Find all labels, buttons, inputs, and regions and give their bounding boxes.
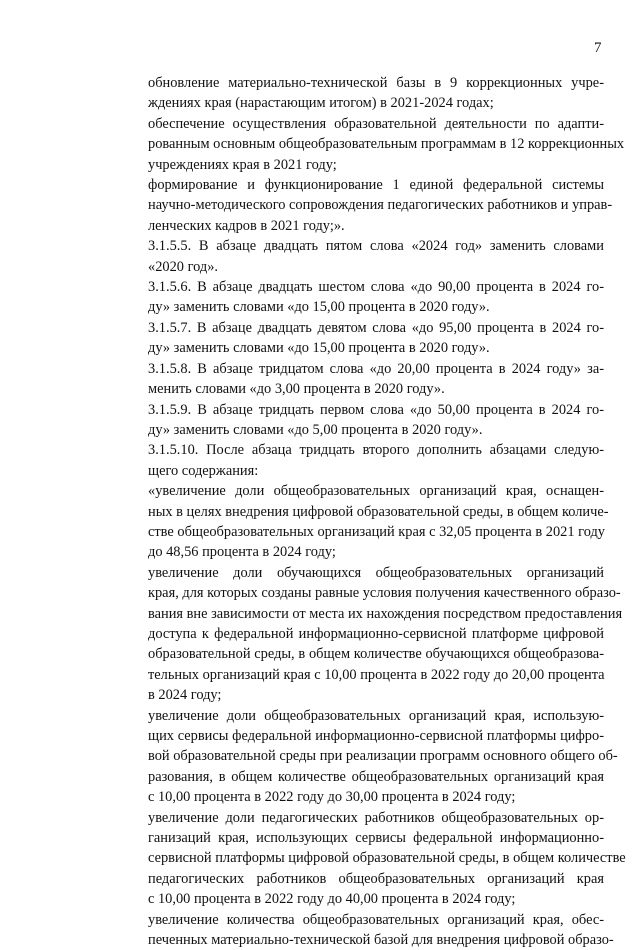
text-line: до 48,56 процента в 2024 году; — [148, 544, 336, 561]
paragraph-9 — [116, 440, 604, 481]
paragraph-14 — [116, 910, 614, 950]
paragraph-3 — [116, 175, 613, 236]
text-line: вой образовательной среды при реализации программ основного общего об- — [148, 748, 618, 765]
text-line: 3.1.5.6. В абзаце двадцать шестом слова «до 90,00 процента в 2024 го- — [148, 279, 604, 296]
text-line: 3.1.5.5. В абзаце двадцать пятом слова «2024 год» заменить словами — [148, 238, 604, 255]
paragraph-12 — [116, 706, 618, 808]
text-line: ду» заменить словами «до 5,00 процента в 2020 году». — [148, 421, 483, 438]
text-line: щего содержания: — [148, 462, 259, 479]
text-line: увеличение доли общеобразовательных организаций края, использую- — [148, 707, 604, 724]
text-line: в 2024 году; — [148, 687, 222, 704]
text-line: доступа к федеральной информационно-сервисной платформе цифровой — [148, 625, 604, 642]
text-line: с 10,00 процента в 2022 году до 40,00 процента в 2024 году; — [148, 891, 516, 908]
text-line: учреждениях края в 2021 году; — [148, 156, 337, 173]
text-line: ду» заменить словами «до 15,00 процента в 2020 году». — [148, 340, 490, 357]
text-line: «увеличение доли общеобразовательных организаций края, оснащен- — [148, 483, 604, 500]
paragraph-8 — [116, 400, 604, 441]
paragraph-7 — [116, 359, 604, 400]
text-line: печенных материально-технической базой для внедрения цифровой образо- — [148, 932, 614, 949]
text-line: вания вне зависимости от места их нахождения посредством предоставления — [148, 605, 623, 622]
text-line: ду» заменить словами «до 15,00 процента в 2020 году». — [148, 299, 490, 316]
text-line: увеличение количества общеобразовательных организаций края, обес- — [148, 911, 604, 928]
text-line: обеспечение осуществления образовательной деятельности по адапти- — [148, 115, 604, 132]
text-line: обновление материально-технической базы в 9 коррекционных учре- — [148, 75, 604, 91]
text-line: менить словами «до 3,00 процента в 2020 году». — [148, 381, 445, 398]
text-line: 3.1.5.10. После абзаца тридцать второго дополнить абзацами следую- — [148, 442, 604, 459]
text-line: края, для которых созданы равные условия получения качественного образо- — [148, 585, 621, 602]
paragraph-1 — [116, 73, 604, 114]
text-line: 3.1.5.8. В абзаце тридцатом слова «до 20,00 процента в 2024 году» за- — [148, 360, 604, 377]
text-line: педагогических работников общеобразовательных организаций края — [148, 870, 604, 887]
text-line: 3.1.5.7. В абзаце двадцать девятом слова «до 95,00 процента в 2024 го- — [148, 319, 604, 336]
text-line: стве общеобразовательных организаций края с 32,05 процента в 2021 году — [148, 523, 606, 540]
text-line: образовательной среды, в общем количестве обучающихся общеобразова- — [148, 646, 604, 663]
text-line: формирование и функционирование 1 единой федеральной системы — [148, 177, 604, 194]
text-line: увеличение доли обучающихся общеобразовательных организаций — [148, 564, 604, 581]
text-line: тельных организаций края с 10,00 процента в 2022 году до 20,00 процента — [148, 666, 605, 683]
paragraph-5 — [116, 277, 604, 318]
document-body — [116, 73, 626, 950]
text-line: «2020 год». — [148, 258, 219, 275]
text-line: с 10,00 процента в 2022 году до 30,00 процента в 2024 году; — [148, 789, 516, 806]
paragraph-11 — [116, 563, 623, 706]
text-line: ганизаций края, использующих сервисы федеральной информационно- — [148, 830, 604, 847]
text-line: рованным основным общеобразовательным программам в 12 коррекционных — [148, 136, 625, 153]
paragraph-13 — [116, 808, 626, 910]
text-line: научно-методического сопровождения педагогических работников и управ- — [148, 197, 613, 214]
text-line: ленческих кадров в 2021 году;». — [148, 217, 345, 234]
text-line: ных в целях внедрения цифровой образовательной среды, в общем количе- — [148, 503, 609, 520]
paragraph-2 — [116, 114, 625, 175]
text-line: увеличение доли педагогических работников общеобразовательных ор- — [148, 809, 604, 826]
text-line: сервисной платформы цифровой образовательной среды, в общем количестве — [148, 850, 626, 867]
paragraph-6 — [116, 318, 604, 359]
paragraph-10 — [116, 481, 609, 563]
text-line: ждениях края (нарастающим итогом) в 2021-2024 годах; — [148, 95, 494, 112]
paragraph-4 — [116, 236, 604, 277]
page-number: 7 — [594, 40, 602, 56]
text-line: 3.1.5.9. В абзаце тридцать первом слова «до 50,00 процента в 2024 го- — [148, 401, 604, 418]
text-line: разования, в общем количестве общеобразовательных организаций края — [148, 768, 604, 785]
text-line: щих сервисы федеральной информационно-сервисной платформы цифро- — [148, 728, 604, 744]
